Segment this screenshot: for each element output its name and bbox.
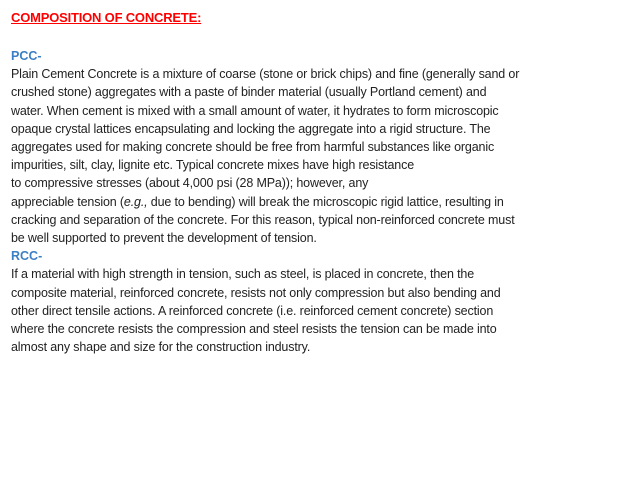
rcc-line: composite material, reinforced concrete, resists not only compression but also bending and <box>11 285 501 300</box>
rcc-line: other direct tensile actions. A reinforced concrete (i.e. reinforced cement concrete) section <box>11 303 494 318</box>
pcc-line: opaque crystal lattices encapsulating and locking the aggregate into a rigid structure. The <box>11 121 491 136</box>
pcc-paragraph <box>11 65 629 247</box>
pcc-line-text: appreciable tension ( <box>11 194 124 209</box>
pcc-line: crushed stone) aggregates with a paste of binder material (usually Portland cement) and <box>11 85 487 100</box>
rcc-section <box>11 247 629 356</box>
page-title: COMPOSITION OF CONCRETE: <box>11 10 202 25</box>
pcc-line: cracking and separation of the concrete. For this reason, typical non-reinforced concrete must <box>11 212 515 227</box>
pcc-line: impurities, silt, clay, lignite etc. Typical concrete mixes have high resistance <box>11 158 414 173</box>
pcc-line: aggregates used for making concrete should be free from harmful substances like organic <box>11 140 495 155</box>
pcc-section <box>11 47 629 247</box>
pcc-line: water. When cement is mixed with a small amount of water, it hydrates to form microscopic <box>11 103 499 118</box>
rcc-heading: RCC- <box>11 249 43 264</box>
pcc-heading: PCC- <box>11 49 42 63</box>
slide-content <box>11 8 629 356</box>
rcc-line: where the concrete resists the compression and steel resists the tension can be made into <box>11 322 497 337</box>
rcc-line: almost any shape and size for the construction industry. <box>11 340 311 355</box>
pcc-line: to compressive stresses (about 4,000 psi (28 MPa)); however, any <box>11 176 369 191</box>
rcc-line: If a material with high strength in tension, such as steel, is placed in concrete, then the <box>11 267 475 282</box>
rcc-paragraph <box>11 265 629 356</box>
pcc-line: Plain Cement Concrete is a mixture of coarse (stone or brick chips) and fine (generally sand or <box>11 67 520 82</box>
pcc-line: be well supported to prevent the development of tension. <box>11 231 317 246</box>
pcc-line-text: due to bending) will break the microscopic rigid lattice, resulting in <box>147 194 504 209</box>
pcc-line-with-emphasis <box>11 193 629 211</box>
pcc-emphasis-text: e.g., <box>123 194 148 209</box>
